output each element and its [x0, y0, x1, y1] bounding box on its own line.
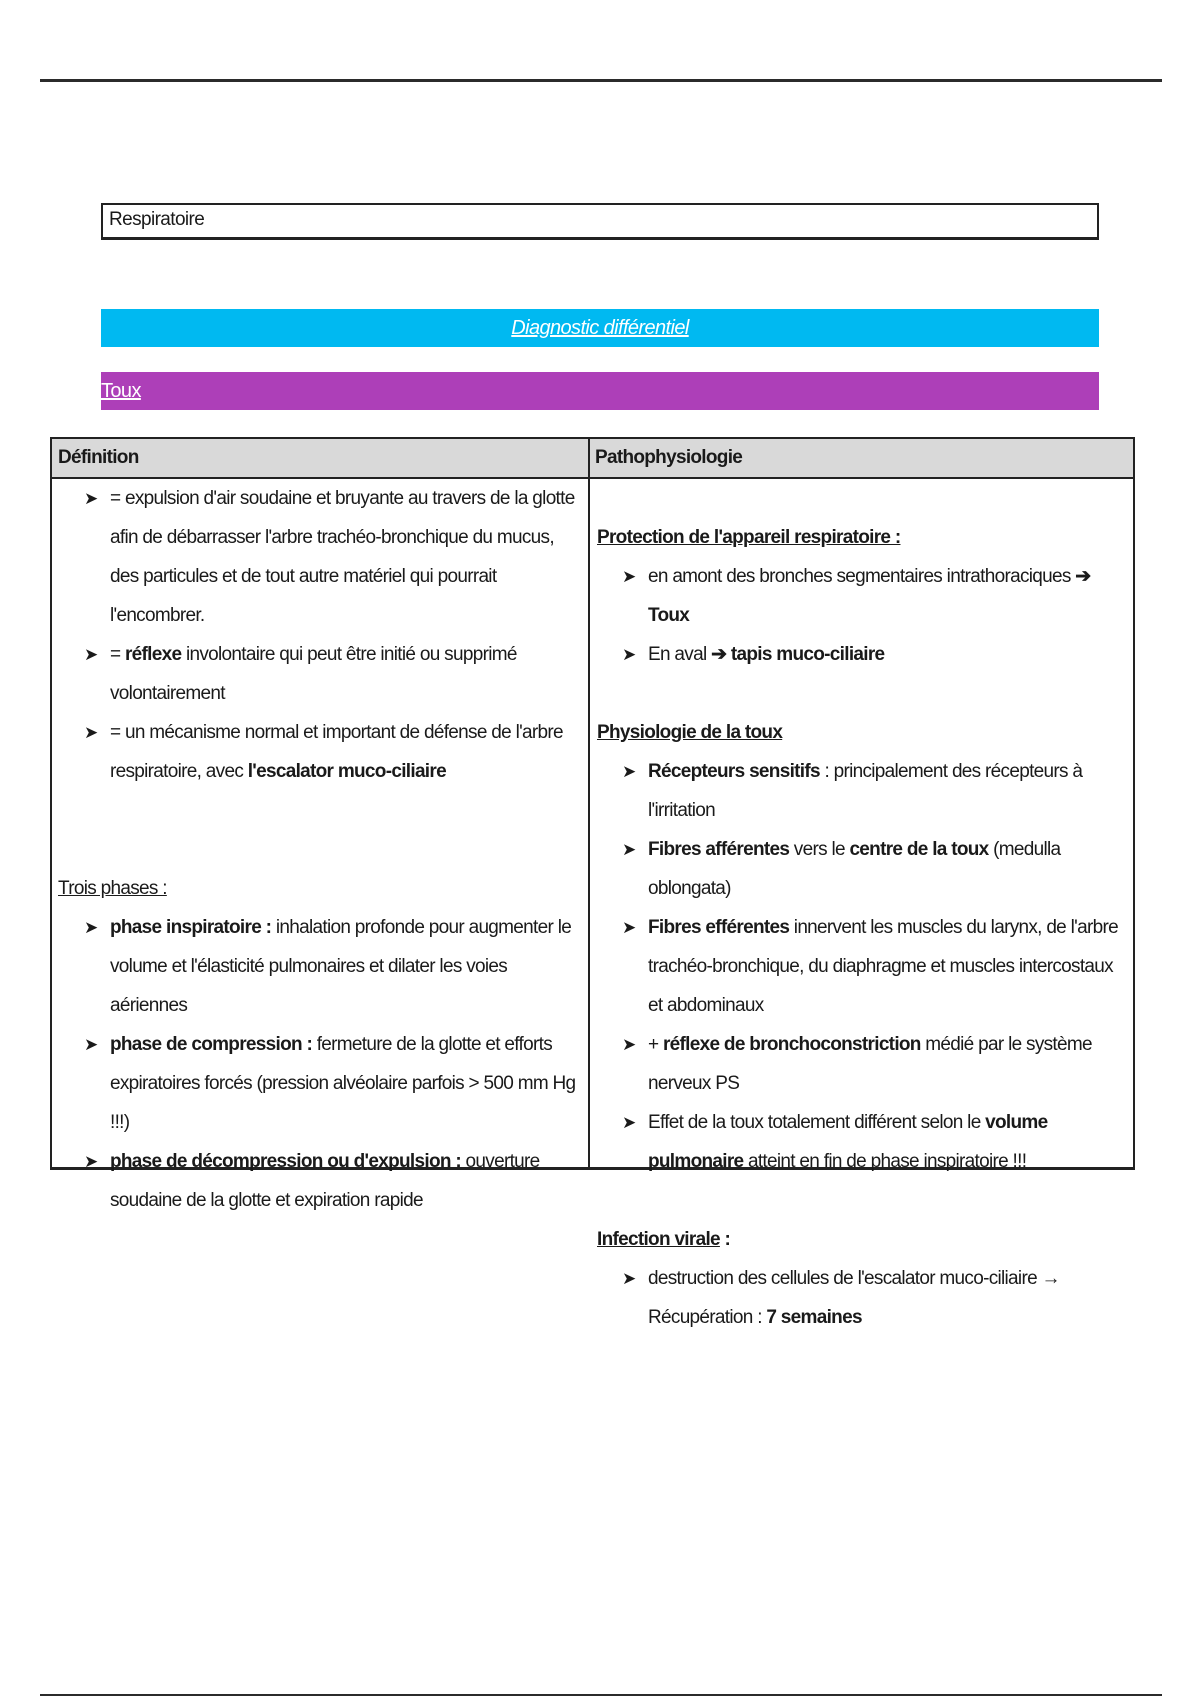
table-header — [52, 439, 1133, 479]
text-fragment: Effet de la toux totalement différent selon le — [648, 1112, 986, 1133]
arrow-bullet-icon: ➤ — [622, 762, 636, 781]
list-item — [597, 635, 1127, 674]
infection-list — [597, 1259, 1127, 1337]
phases-list — [58, 908, 580, 1220]
right-arrow-icon: ➔ — [711, 644, 727, 665]
phases-heading: Trois phases : — [58, 878, 167, 899]
content-table — [50, 437, 1135, 1328]
bottom-rule — [40, 1694, 1162, 1696]
text-fragment: vers le — [789, 839, 850, 860]
pathophysiology-cell — [597, 479, 1127, 1337]
physiology-heading — [597, 713, 1127, 752]
text-fragment: ouverture soudaine de la glotte et expiration rapide — [110, 1151, 540, 1211]
right-arrow-icon: → — [1041, 1268, 1060, 1289]
text-fragment: en amont des bronches segmentaires intrathoraciques — [648, 566, 1076, 587]
list-item — [597, 1103, 1127, 1181]
topic-title: Toux — [101, 380, 141, 402]
text-fragment: innervent les muscles du larynx, de l'arbre trachéo-bronchique, du diaphragme et muscles intercostaux et abdominaux — [648, 917, 1118, 1016]
bold-heading: Protection de l'appareil respiratoire : — [597, 527, 901, 548]
text-fragment: médié par le système nerveux PS — [648, 1034, 1092, 1094]
protection-heading — [597, 518, 1127, 557]
bold-term: phase de décompression ou d'expulsion : — [110, 1151, 461, 1172]
protection-list — [597, 557, 1127, 674]
physiology-list — [597, 752, 1127, 1181]
bold-term: centre de la toux — [849, 839, 989, 860]
column-divider — [588, 439, 590, 1167]
arrow-bullet-icon: ➤ — [84, 1152, 98, 1171]
bold-heading: Infection virale — [597, 1229, 720, 1250]
banner-blue-title: Diagnostic différentiel — [511, 317, 689, 339]
list-item — [597, 1259, 1127, 1337]
heading-colon: : — [719, 1229, 731, 1250]
text-fragment: involontaire qui peut être initié ou supprimé volontairement — [110, 644, 517, 704]
list-item — [58, 635, 580, 713]
list-item — [58, 1025, 580, 1142]
list-item — [58, 713, 580, 791]
arrow-bullet-icon: ➤ — [622, 1269, 636, 1288]
bold-term: Toux — [648, 605, 690, 626]
text-fragment: = — [110, 644, 125, 665]
arrow-bullet-icon: ➤ — [622, 840, 636, 859]
arrow-bullet-icon: ➤ — [84, 918, 98, 937]
bold-term: Récepteurs sensitifs — [648, 761, 820, 782]
arrow-bullet-icon: ➤ — [84, 1035, 98, 1054]
list-item — [597, 830, 1127, 908]
chapter-box — [101, 203, 1099, 240]
chapter-title: Respiratoire — [109, 209, 205, 230]
list-item — [597, 557, 1127, 635]
arrow-bullet-icon: ➤ — [84, 489, 98, 508]
text-fragment: Récupération : — [648, 1307, 767, 1328]
bold-term: réflexe — [124, 644, 182, 665]
definition-cell — [58, 479, 580, 1220]
topic-banner — [101, 372, 1099, 410]
arrow-bullet-icon: ➤ — [622, 1113, 636, 1132]
list-item — [58, 908, 580, 1025]
header-pathophysiology: Pathophysiologie — [595, 447, 743, 468]
list-item — [58, 479, 580, 635]
bold-heading: Physiologie de la toux — [597, 722, 783, 743]
bold-term: 7 semaines — [766, 1307, 862, 1328]
list-item — [597, 752, 1127, 830]
arrow-bullet-icon: ➤ — [622, 567, 636, 586]
text-fragment: destruction des cellules de l'escalator muco-ciliaire — [648, 1268, 1042, 1289]
text-fragment: fermeture de la glotte et efforts expiratoires forcés (pression alvéolaire parfois > 500 mm Hg !!!) — [110, 1034, 576, 1133]
arrow-bullet-icon: ➤ — [622, 918, 636, 937]
list-item — [597, 1025, 1127, 1103]
text-fragment: En aval — [648, 644, 712, 665]
definition-text: = expulsion d'air soudaine et bruyante au travers de la glotte afin de débarrasser l'arbre trachéo-bronchique du mucus, des particules et de tout autre matériel qui pourrait l'encombrer. — [110, 488, 575, 626]
definition-list — [58, 479, 580, 791]
bold-term: phase de compression : — [110, 1034, 313, 1055]
text-fragment: (medulla oblongata) — [648, 839, 1061, 899]
text-fragment: atteint en fin de phase inspiratoire !!! — [743, 1151, 1027, 1172]
right-arrow-icon: ➔ — [1075, 566, 1091, 587]
list-item — [58, 1142, 580, 1220]
text-fragment: inhalation profonde pour augmenter le volume et l'élasticité pulmonaires et dilater les voies aériennes — [110, 917, 572, 1016]
list-item — [597, 908, 1127, 1025]
text-fragment: = un mécanisme normal et important de défense de l'arbre respiratoire, avec — [110, 722, 563, 782]
infection-heading — [597, 1220, 1127, 1259]
text-fragment: : principalement des récepteurs à l'irritation — [648, 761, 1083, 821]
bold-term: Fibres afférentes — [648, 839, 790, 860]
top-rule — [40, 79, 1162, 82]
bold-term: volume pulmonaire — [648, 1112, 1048, 1172]
header-definition: Définition — [58, 447, 139, 468]
bold-term: l'escalator muco-ciliaire — [247, 761, 446, 782]
differential-diagnosis-banner — [101, 309, 1099, 347]
arrow-bullet-icon: ➤ — [622, 1035, 636, 1054]
text-fragment: + — [648, 1034, 663, 1055]
arrow-bullet-icon: ➤ — [84, 645, 98, 664]
arrow-bullet-icon: ➤ — [84, 723, 98, 742]
bold-term: phase inspiratoire : — [110, 917, 272, 938]
bold-term: réflexe de bronchoconstriction — [662, 1034, 921, 1055]
bold-term: tapis muco-ciliaire — [726, 644, 885, 665]
bold-term: Fibres efférentes — [648, 917, 790, 938]
arrow-bullet-icon: ➤ — [622, 645, 636, 664]
